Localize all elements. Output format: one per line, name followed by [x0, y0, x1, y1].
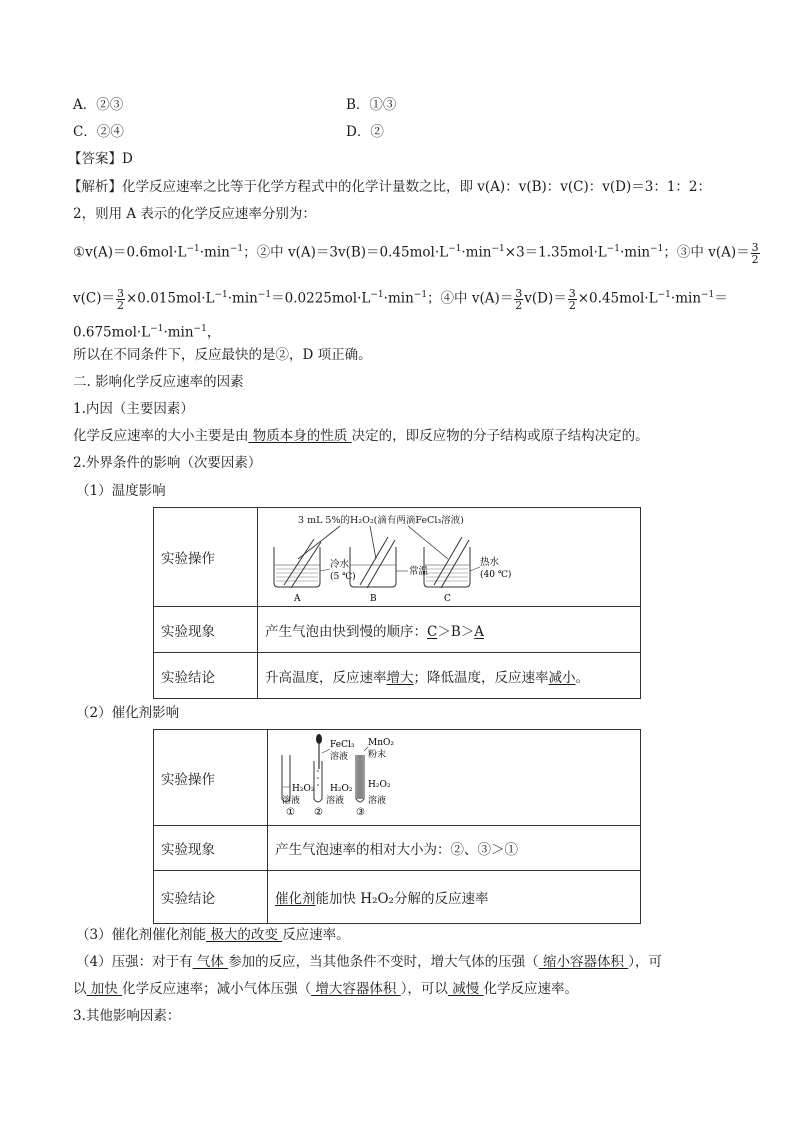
fraction: $\frac{3}{2}$ — [568, 286, 576, 312]
analysis-label: 【解析】 — [68, 179, 122, 195]
pressure-line-2: 以 加快 化学反应速率；减小气体压强（ 增大容器体积 ），可以 减慢 化学反应速率。 — [73, 981, 579, 997]
svg-text:溶液: 溶液 — [282, 795, 301, 806]
catalyst-effect-line: （3）催化剂催化剂能 极大的改变 反应速率。 — [76, 927, 350, 943]
option-c: C．②④ — [73, 124, 124, 140]
svg-text:溶液: 溶液 — [330, 751, 349, 762]
svg-text:溶液: 溶液 — [368, 795, 387, 806]
catalyst-tubes-figure — [268, 731, 636, 825]
row-label: 实验操作 — [154, 730, 268, 826]
temperature-phenomenon: 产生气泡由快到慢的顺序：C＞B＞A — [258, 607, 641, 653]
figure-caption: 3 mL 5%的H₂O₂(滴有两滴FeCl₃溶液) — [298, 514, 464, 526]
external-title: 2.外界条件的影响（次要因素） — [73, 455, 262, 471]
svg-text:溶液: 溶液 — [326, 795, 345, 806]
analysis-line-1: 【解析】化学反应速率之比等于化学方程式中的化学计量数之比，即 v(A)：v(B)：v(C)：v(D)＝3：1：2： — [68, 179, 712, 195]
analysis-line-4: v(C)＝ $\frac{3}{2}$ $\times 0.015mol\cdot L^{-1}\cdot\min^{-1}=0.0225mol\cdot L^{-1}\cdot\min^{-1}$；④中 v(A)＝ $\frac{3}{2}$ v(D)＝ $\frac{3}{2}$ $\times 0.45mol\cdot L^{-1}\cdot\min^{-1}=$ — [73, 286, 728, 312]
row-label: 实验结论 — [154, 653, 258, 699]
test-tube-3 — [356, 738, 394, 818]
section-2-title: 二. 影响化学反应速率的因素 — [73, 374, 244, 390]
svg-text:③: ③ — [356, 806, 365, 818]
svg-text:C: C — [444, 593, 451, 604]
fraction: $\frac{3}{2}$ — [751, 240, 759, 266]
temperature-title: （1）温度影响 — [76, 483, 166, 499]
analysis-conclusion: 所以在不同条件下，反应最快的是②，D 项正确。 — [73, 347, 372, 363]
other-factors-title: 3.其他影响因素： — [73, 1008, 181, 1024]
row-label: 实验结论 — [154, 871, 268, 924]
analysis-line-5: $0.675mol\cdot L^{-1}\cdot\min^{-1}$， — [73, 324, 221, 341]
svg-text:热水: 热水 — [480, 556, 500, 568]
svg-text:冷水: 冷水 — [330, 558, 350, 570]
beaker-a — [274, 539, 321, 604]
test-tube-2 — [314, 734, 355, 818]
catalyst-figure-cell — [268, 730, 641, 826]
catalyst-table — [153, 729, 641, 924]
svg-text:FeCl₃: FeCl₃ — [330, 739, 355, 750]
row-label: 实验现象 — [154, 826, 268, 871]
temperature-table — [153, 507, 641, 699]
beaker-c — [424, 537, 470, 604]
pressure-line-1: （4）压强：对于有 气体 参加的反应，当其他条件不变时，增大气体的压强（ 缩小容器体积 ），可 — [76, 954, 663, 970]
svg-text:A: A — [294, 593, 301, 604]
catalyst-conclusion: 催化剂能加快 H₂O₂分解的反应速率 — [268, 871, 641, 924]
svg-text:②: ② — [314, 806, 323, 818]
fraction: $\frac{3}{2}$ — [117, 286, 124, 312]
svg-text:MnO₂: MnO₂ — [368, 737, 394, 748]
catalyst-phenomenon: 产生气泡速率的相对大小为：②、③＞① — [268, 826, 641, 871]
svg-text:(40 ℃): (40 ℃) — [480, 569, 512, 580]
temperature-conclusion: 升高温度，反应速率增大；降低温度，反应速率减小。 — [258, 653, 641, 699]
temperature-beakers-figure — [258, 509, 638, 606]
svg-text:①: ① — [286, 806, 295, 818]
analysis-line-3: $①v(A)=0.6mol\cdot L^{-1}\cdot\min^{-1}$；②中 $v(A)=3v(B)=0.45mol\cdot L^{-1}\cdot\min^{-1}\times 3=1.35mol\cdot L^{-1}\cdot\min^{-1}$；③中 v(A)＝ $\frac{3}{2}$ — [73, 240, 759, 266]
row-label: 实验操作 — [154, 508, 258, 607]
svg-text:常温: 常温 — [409, 565, 429, 577]
svg-text:H₂O₂: H₂O₂ — [292, 783, 315, 794]
analysis-line-2: 2，则用 A 表示的化学反应速率分别为： — [73, 206, 316, 222]
svg-text:H₂O₂: H₂O₂ — [330, 783, 353, 794]
internal-text: 化学反应速率的大小主要是由 物质本身的性质 决定的，即反应物的分子结构或原子结构决定的。 — [73, 428, 649, 444]
beaker-b — [350, 537, 396, 604]
fraction: $\frac{3}{2}$ — [515, 286, 523, 312]
svg-text:H₂O₂: H₂O₂ — [368, 779, 391, 790]
option-d: D．② — [346, 124, 384, 140]
svg-text:(5 ℃): (5 ℃) — [330, 571, 356, 582]
internal-title: 1.内因（主要因素） — [73, 401, 194, 417]
test-tube-1 — [282, 755, 315, 818]
svg-text:B: B — [370, 593, 377, 604]
option-a: A．②③ — [73, 97, 124, 113]
temperature-figure-cell — [258, 508, 641, 607]
catalyst-title: （2）催化剂影响 — [76, 705, 180, 721]
svg-text:粉末: 粉末 — [368, 749, 387, 760]
answer-line: 【答案】D — [68, 151, 133, 167]
row-label: 实验现象 — [154, 607, 258, 653]
blank-answer: 物质本身的性质 — [248, 428, 352, 444]
option-b: B．①③ — [346, 97, 397, 113]
